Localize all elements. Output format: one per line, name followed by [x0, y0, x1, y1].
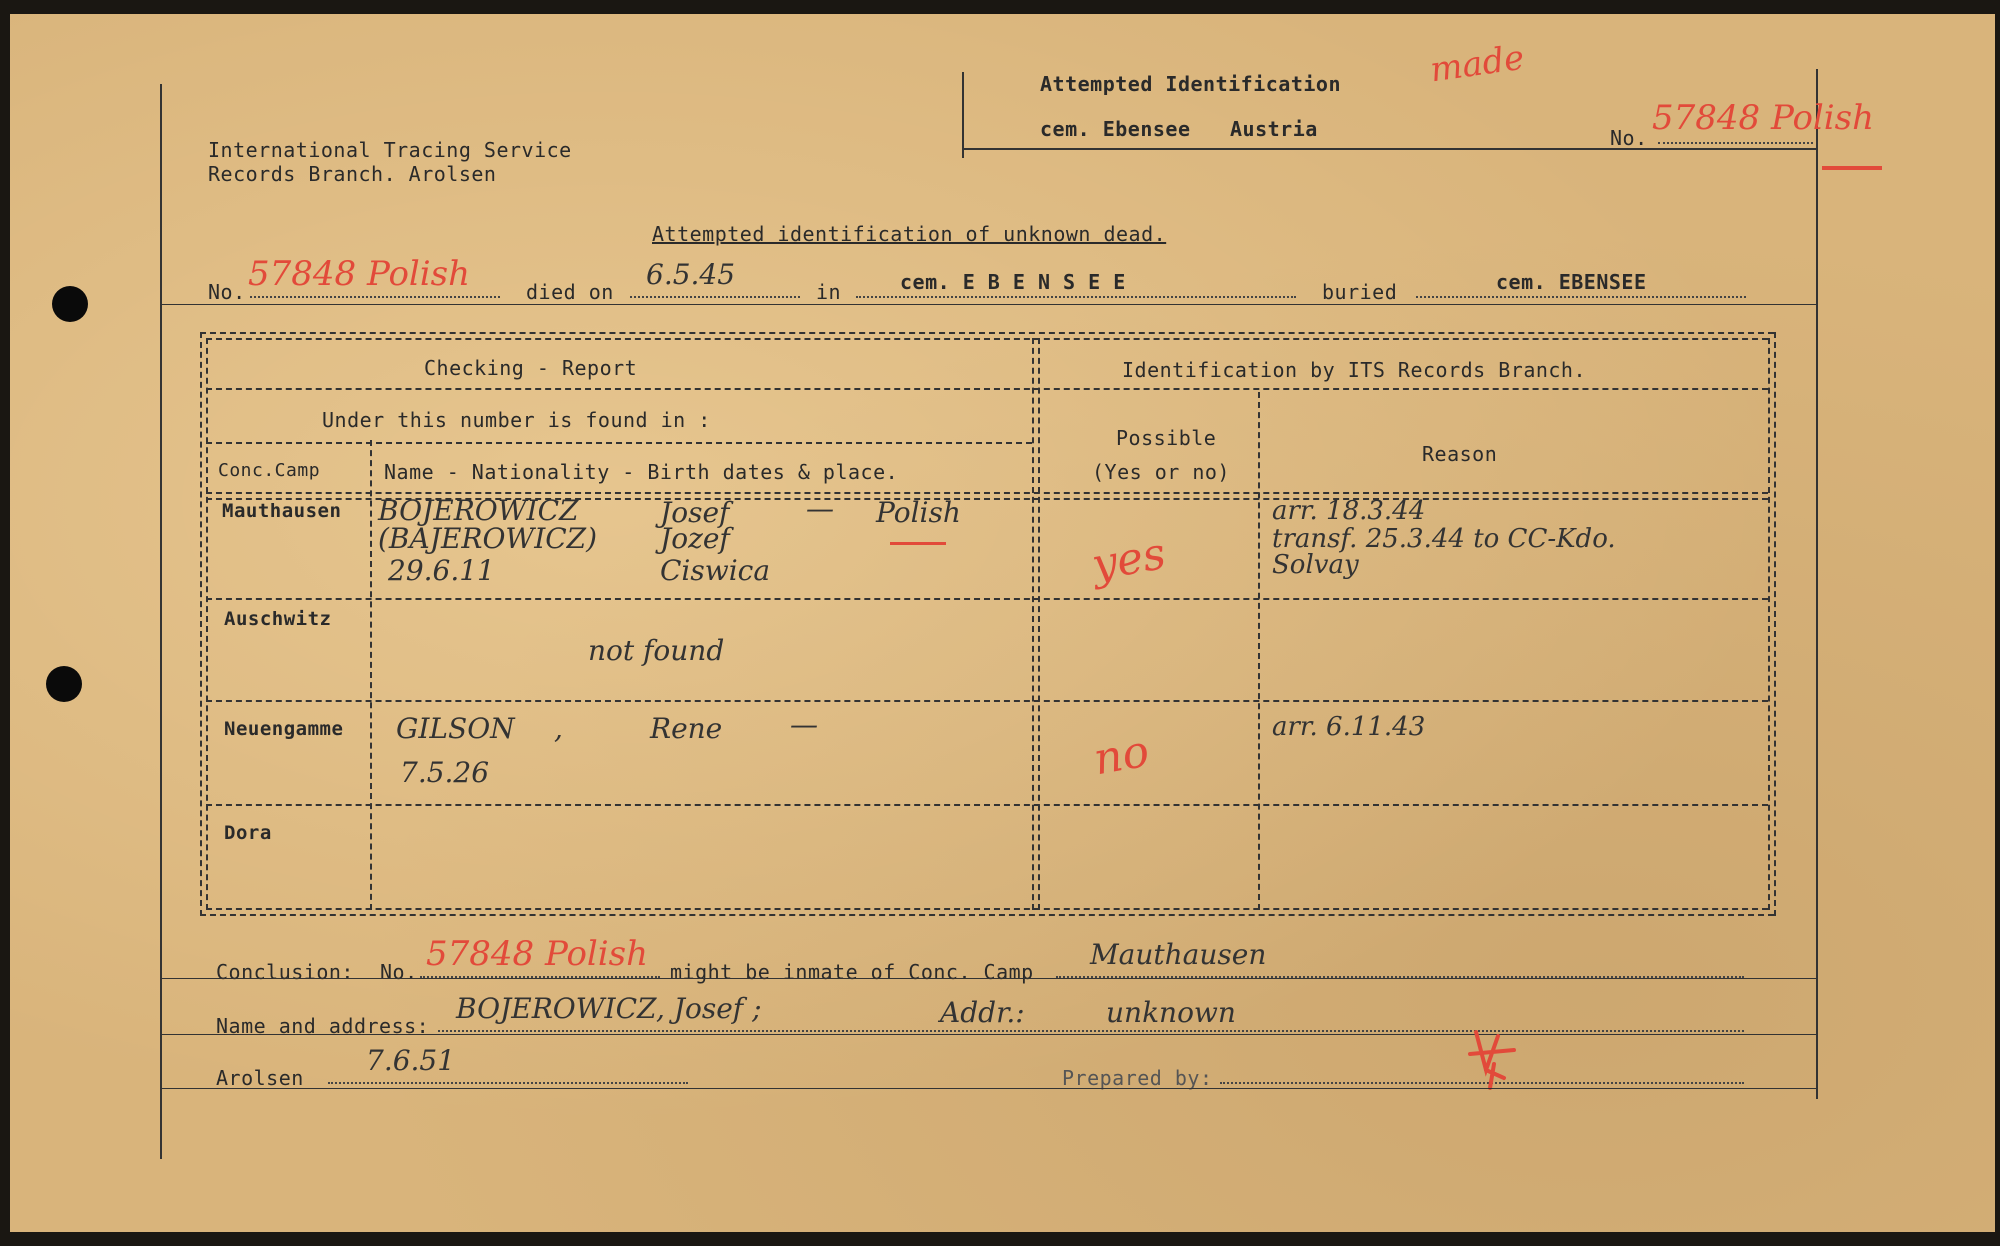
row1-reason-3: Solvay: [1272, 550, 1359, 580]
row3-given: Rene: [650, 712, 723, 745]
footer-date: 7.6.51: [366, 1044, 456, 1077]
footer-place: Arolsen: [216, 1066, 304, 1090]
table-right-inner: [1768, 338, 1770, 910]
row-line-1: [206, 598, 1768, 600]
row-line-header2: [206, 442, 1032, 444]
table-top: [200, 332, 1774, 334]
form-title: Attempted identification of unknown dead.: [652, 222, 1167, 246]
record-card: [10, 14, 1995, 1232]
checking-report-header: Checking - Report: [424, 356, 638, 380]
cem-location: cem. Ebensee: [1040, 117, 1191, 141]
row1-birthplace: Ciswica: [660, 554, 771, 587]
signature-initials: [1464, 1024, 1524, 1094]
table-top-inner: [206, 338, 1768, 340]
footer-date-dots: [328, 1082, 688, 1084]
name-address-line: [160, 1034, 1816, 1035]
row3-comma: ,: [554, 712, 563, 745]
possible-header-2: (Yes or no): [1092, 460, 1230, 484]
possible-header-1: Possible: [1116, 426, 1217, 450]
nationality-underline: [890, 542, 946, 545]
row1-surname: BOJEROWICZ: [378, 494, 579, 527]
conclusion-label: Conclusion:: [216, 960, 354, 984]
row3-dash: —: [790, 708, 818, 741]
row1-reason-1: arr. 18.3.44: [1272, 496, 1426, 526]
header-no-label: No.: [1610, 126, 1648, 150]
camp-dora: Dora: [224, 822, 272, 844]
header-no-value: 57848 Polish: [1652, 98, 1875, 138]
in-dots: [856, 296, 1296, 298]
conclusion-text: might be inmate of Conc. Camp: [670, 960, 1034, 984]
buried-dots: [1416, 296, 1746, 298]
conclusion-no-value: 57848 Polish: [426, 934, 649, 974]
org-line-1: International Tracing Service: [208, 138, 572, 162]
died-label: died on: [526, 280, 614, 304]
buried-label: buried: [1322, 280, 1398, 304]
row3-birthdate: 7.5.26: [400, 756, 490, 789]
record-no-value: 57848 Polish: [248, 254, 471, 294]
row3-reason-1: arr. 6.11.43: [1272, 712, 1426, 742]
row1-reason-2: transf. 25.3.44 to CC-Kdo.: [1272, 524, 1616, 554]
record-no-label: No.: [208, 280, 246, 304]
table-right: [1774, 332, 1776, 916]
row1-possible: yes: [1088, 528, 1170, 591]
under-number-header: Under this number is found in :: [322, 408, 711, 432]
country: Austria: [1230, 117, 1318, 141]
addr-value: unknown: [1106, 996, 1236, 1029]
details-column-header: Name - Nationality - Birth dates & place.: [384, 460, 899, 484]
punch-hole-top: [52, 286, 88, 322]
conclusion-no-label: No.: [380, 960, 418, 984]
buried-value: cem. EBENSEE: [1496, 270, 1647, 294]
row3-surname: GILSON: [396, 712, 515, 745]
row1-dash: —: [806, 492, 834, 525]
name-address-label: Name and address:: [216, 1014, 430, 1038]
row-line-2: [206, 700, 1768, 702]
record-underline: [160, 304, 1816, 305]
in-value: cem. E B E N S E E: [900, 270, 1126, 294]
row-line-3: [206, 804, 1768, 806]
right-margin-line: [1816, 69, 1818, 1099]
conclusion-camp: Mauthausen: [1090, 938, 1267, 971]
reason-header: Reason: [1422, 442, 1498, 466]
addr-label: Addr.:: [940, 996, 1025, 1029]
conclusion-line: [160, 978, 1816, 979]
name-address-dots: [438, 1030, 1744, 1032]
org-line-2: Records Branch. Arolsen: [208, 162, 497, 186]
attempted-identification-label: Attempted Identification: [1040, 72, 1341, 96]
row3-possible: no: [1089, 725, 1153, 786]
row1-alt-surname: (BAJEROWICZ): [378, 522, 598, 555]
divider-main: [1032, 338, 1034, 910]
camp-auschwitz: Auschwitz: [224, 608, 332, 630]
left-margin-line: [160, 84, 162, 1159]
header-box-bottom: [962, 148, 1816, 150]
table-left: [200, 332, 202, 916]
divider-possible: [1258, 392, 1260, 910]
punch-hole-bottom: [46, 666, 82, 702]
row1-given: Josef: [660, 496, 730, 529]
prepared-by-label: Prepared by:: [1062, 1066, 1213, 1090]
camp-column-header: Conc.Camp: [218, 460, 321, 481]
header-no-dots: [1658, 142, 1813, 144]
row-line-header1: [206, 388, 1768, 390]
made-annotation: made: [1427, 37, 1527, 91]
row1-nationality: Polish: [876, 496, 961, 529]
camp-mauthausen: Mauthausen: [222, 500, 342, 522]
divider-camp: [370, 440, 372, 910]
camp-neuengamme: Neuengamme: [224, 718, 344, 740]
row1-birthdate: 29.6.11: [388, 554, 495, 587]
died-dots: [630, 296, 800, 298]
record-no-dots: [250, 296, 500, 298]
divider-main-b: [1038, 338, 1040, 910]
died-value: 6.5.45: [646, 258, 736, 291]
red-underline-mark: [1822, 166, 1882, 170]
row2-not-found: not found: [588, 634, 725, 667]
row1-alt-given: Jozef: [660, 522, 730, 555]
table-bottom: [200, 914, 1774, 916]
table-left-inner: [206, 338, 208, 910]
identification-header: Identification by ITS Records Branch.: [1122, 358, 1587, 382]
in-label: in: [816, 280, 842, 304]
footer-line: [160, 1088, 1816, 1089]
header-box-left: [962, 72, 964, 158]
table-bottom-inner: [206, 908, 1768, 910]
name-value: BOJEROWICZ, Josef ;: [456, 992, 762, 1025]
